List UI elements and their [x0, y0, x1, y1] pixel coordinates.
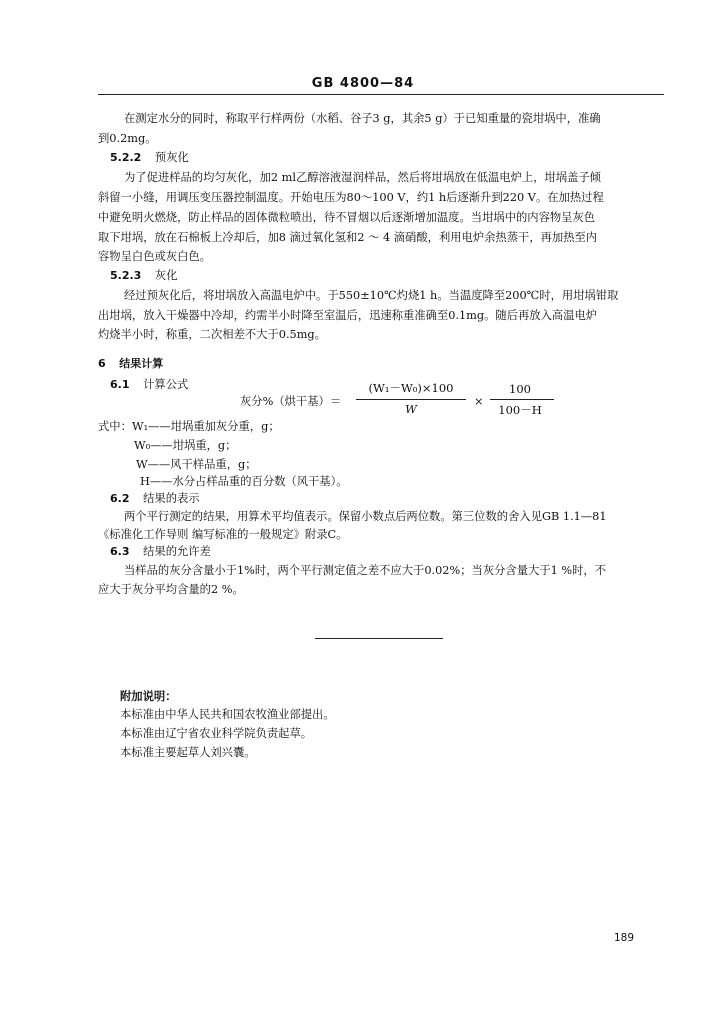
- section-title: 结果计算: [119, 357, 164, 370]
- formula-times: ×: [474, 395, 484, 408]
- section-number: 6.3: [110, 545, 130, 558]
- intro-line-1: 在测定水分的同时，称取平行样两份（水稻、谷子3 g，其余5 g）于已知重量的瓷坩埚中，准确: [124, 112, 601, 125]
- s63-line-1: 当样品的灰分含量小于1%时，两个平行测定值之差不应大于0.02%；当灰分含量大于1 %时，不: [124, 564, 607, 577]
- section-6-3-heading: [110, 542, 211, 562]
- formula-denominator-2: 100－H: [498, 403, 542, 417]
- section-6-2-heading: [110, 489, 200, 509]
- section-number: 6.1: [110, 378, 130, 391]
- section-5-2-2-heading: [110, 148, 189, 168]
- s62-line-1: 两个平行测定的结果，用算术平均值表示。保留小数点后两位数。第三位数的舍入见GB 1.1—81: [124, 510, 607, 523]
- page-number: 189: [613, 932, 634, 944]
- section-title: 灰化: [154, 269, 178, 282]
- intro-line-2: 到0.2mg。: [98, 132, 157, 145]
- s522-line-4: 取下坩埚，放在石棉板上冷却后，加8 滴过氧化氢和2 ～ 4 滴硝酸，利用电炉余热蒸干，再加热至内: [98, 231, 598, 244]
- notes-line-2: 本标准由辽宁省农业科学院负责起草。: [120, 727, 313, 740]
- section-number: 5.2.2: [110, 151, 142, 164]
- section-title: 预灰化: [154, 151, 189, 164]
- section-number: 6.2: [110, 492, 130, 505]
- where-item-w0: W₀——坩埚重，g；: [134, 439, 237, 452]
- formula-numerator-2: 100: [509, 382, 531, 396]
- formula-lhs: 灰分%（烘干基）＝: [240, 395, 342, 408]
- formula-numerator-1: (W₁－W₀)×100: [368, 381, 454, 395]
- section-6-1-heading: [110, 375, 188, 395]
- fraction-bar-1: [356, 399, 466, 400]
- header-rule: [98, 94, 664, 95]
- section-number: 6: [98, 357, 106, 370]
- s522-line-2: 斜留一小缝，用调压变压器控制温度。开始电压为80～100 V，约1 h后逐渐升到220 V。在加热过程: [98, 191, 604, 204]
- section-5-2-3-heading: [110, 266, 178, 286]
- s522-line-5: 容物呈白色或灰白色。: [98, 250, 211, 263]
- standard-number-header: GB 4800—84: [311, 76, 415, 91]
- notes-line-1: 本标准由中华人民共和国农牧渔业部提出。: [120, 708, 335, 721]
- s523-line-2: 出坩埚，放入干燥器中冷却，约需半小时降至室温后，迅速称重准确至0.1mg。随后再放入高温电炉: [98, 309, 598, 322]
- where-item-h: H——水分占样品重的百分数（风干基）。: [140, 475, 348, 488]
- s523-line-1: 经过预灰化后，将坩埚放入高温电炉中。于550±10℃灼烧1 h。当温度降至200℃时，用坩埚钳取: [124, 289, 619, 302]
- s522-line-1: 为了促进样品的均匀灰化，加2 ml乙醇溶液湿润样品，然后将坩埚放在低温电炉上，坩埚盖子倾: [124, 171, 601, 184]
- section-6-heading: [98, 354, 163, 374]
- formula-denominator-1: W: [405, 402, 417, 416]
- s522-line-3: 中避免明火燃烧，防止样品的固体微粒喷出，待不冒烟以后逐渐增加温度。当坩埚中的内容物呈灰色: [98, 211, 596, 224]
- end-divider: [315, 638, 443, 639]
- section-title: 计算公式: [143, 378, 189, 391]
- s62-line-2: 《标准化工作导则 编写标准的一般规定》附录C。: [98, 528, 348, 541]
- fraction-bar-2: [490, 399, 554, 400]
- s63-line-2: 应大于灰分平均含量的2 %。: [98, 583, 244, 596]
- section-title: 结果的允许差: [143, 545, 211, 558]
- section-number: 5.2.3: [110, 269, 142, 282]
- where-lead: 式中：: [98, 420, 132, 433]
- section-title: 结果的表示: [143, 492, 200, 505]
- notes-line-3: 本标准主要起草人刘兴囊。: [120, 746, 256, 759]
- where-item-w1: W₁——坩埚重加灰分重，g；: [132, 420, 280, 433]
- notes-title: 附加说明：: [120, 689, 177, 703]
- where-item-w: W——风干样品重，g；: [136, 458, 257, 471]
- s523-line-3: 灼烧半小时，称重，二次相差不大于0.5mg。: [98, 328, 326, 341]
